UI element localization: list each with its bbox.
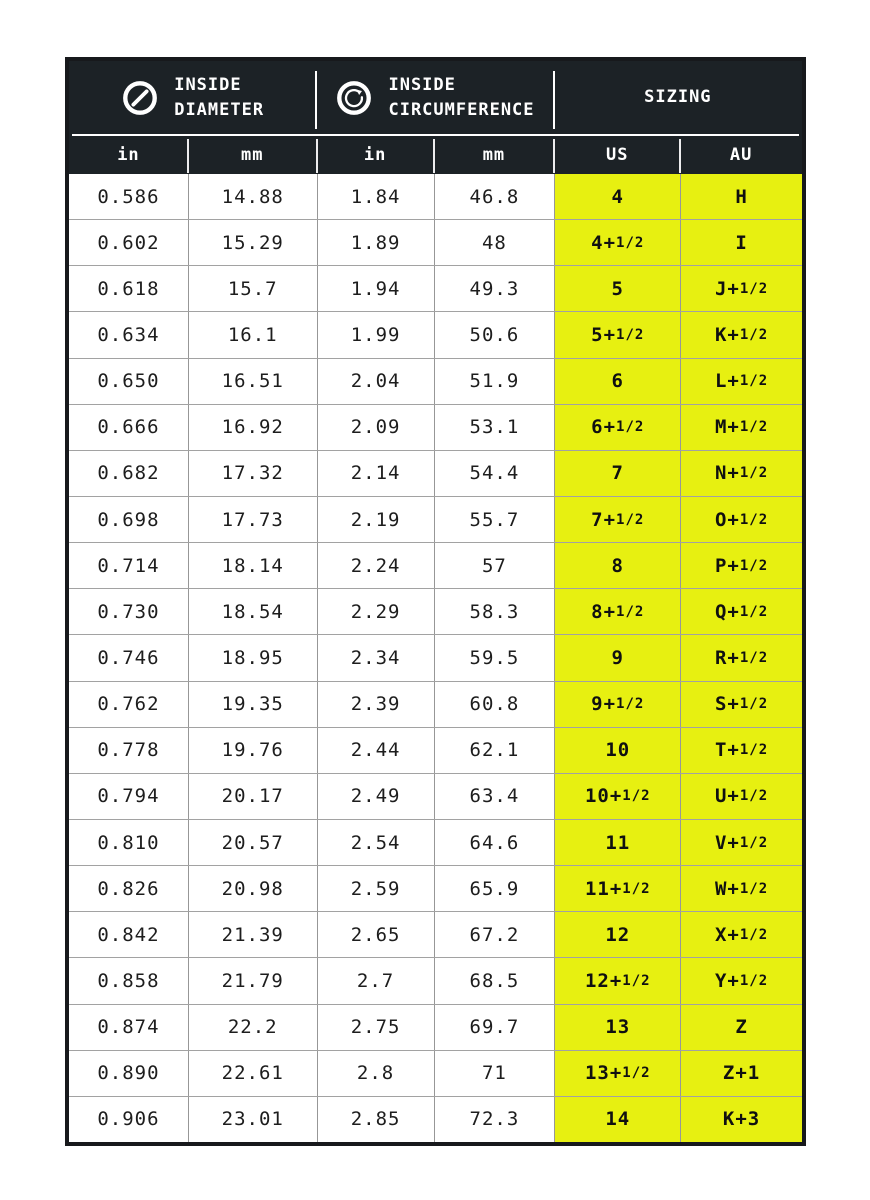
measurement-cell: 51.9 (434, 359, 555, 404)
size-cell (554, 405, 680, 450)
measurement-cell: 0.666 (97, 416, 160, 439)
measurement-cell: 1.84 (317, 174, 434, 219)
measurement-cell: 2.49 (317, 774, 434, 819)
measurement-cell: 0.618 (97, 277, 160, 300)
size-fraction: 1/2 (739, 373, 769, 390)
measurement-cell: 22.61 (188, 1051, 317, 1096)
size-cell (680, 866, 802, 911)
size-cell: 6 (554, 359, 680, 404)
measurement-cell: 0.682 (97, 462, 160, 485)
measurement-cell: 22.2 (188, 1005, 317, 1050)
size-cell (680, 359, 802, 404)
size-fraction: 1/2 (739, 511, 769, 528)
size-cell (680, 912, 802, 957)
measurement-cell: 0.858 (97, 969, 160, 992)
measurement-cell: 18.54 (188, 589, 317, 634)
size-main: T+ (714, 739, 740, 762)
measurement-cell: 0.874 (97, 1016, 160, 1039)
size-fraction: 1/2 (739, 603, 769, 620)
size-main: 11+ (584, 877, 623, 900)
table-row (69, 265, 802, 311)
circumference-icon (335, 79, 373, 117)
header-title-row (69, 61, 802, 134)
header-label-sizing (644, 85, 711, 110)
measurement-cell: 57 (434, 543, 555, 588)
diameter-icon (121, 79, 159, 117)
header-line: INSIDE (174, 74, 242, 95)
measurement-cell: 2.04 (317, 359, 434, 404)
measurement-cell: 0.826 (97, 877, 160, 900)
size-main: J+ (714, 277, 740, 300)
size-cell (554, 589, 680, 634)
column-header-in-0: in (117, 145, 140, 165)
measurement-cell: 46.8 (434, 174, 555, 219)
size-main: O+ (714, 508, 740, 531)
table-row (69, 496, 802, 542)
measurement-cell: 0.906 (97, 1108, 160, 1131)
size-cell (680, 405, 802, 450)
column-header-mm-1: mm (188, 136, 317, 174)
size-main: 9+ (591, 693, 617, 716)
measurement-cell: 2.19 (317, 497, 434, 542)
measurement-cell: 20.57 (188, 820, 317, 865)
size-cell: Z (680, 1005, 802, 1050)
size-cell: 14 (554, 1097, 680, 1142)
measurement-cell: 2.24 (317, 543, 434, 588)
measurement-cell: 20.17 (188, 774, 317, 819)
header-line: SIZING (644, 87, 712, 108)
size-main: L+ (714, 370, 740, 393)
header-label-inside-diameter (174, 73, 264, 122)
size-cell (680, 589, 802, 634)
size-main: U+ (714, 785, 740, 808)
size-fraction: 1/2 (616, 326, 645, 343)
size-fraction: 1/2 (739, 972, 769, 989)
table-row (69, 727, 802, 773)
size-main: 13+ (584, 1062, 623, 1085)
column-units-row (69, 136, 802, 174)
measurement-cell: 15.7 (188, 266, 317, 311)
size-cell (680, 451, 802, 496)
size-fraction: 1/2 (616, 511, 645, 528)
size-cell: 9 (554, 635, 680, 680)
header-line: INSIDE (388, 74, 456, 95)
size-cell (680, 820, 802, 865)
measurement-cell: 19.35 (188, 682, 317, 727)
table-row (69, 219, 802, 265)
table-row (69, 1050, 802, 1096)
size-fraction: 1/2 (622, 972, 651, 989)
size-cell: 8 (554, 543, 680, 588)
size-fraction: 1/2 (739, 649, 769, 666)
size-main: N+ (714, 462, 740, 485)
size-cell: Z+1 (680, 1051, 802, 1096)
measurement-cell: 16.51 (188, 359, 317, 404)
measurement-cell: 59.5 (434, 635, 555, 680)
measurement-cell: 55.7 (434, 497, 555, 542)
header-group-sizing (554, 61, 802, 134)
ring-size-conversion-table (65, 57, 806, 1146)
measurement-cell: 1.99 (317, 312, 434, 357)
size-main: M+ (714, 416, 740, 439)
header-label-inside-circumference (388, 73, 534, 122)
size-cell (554, 682, 680, 727)
size-cell: I (680, 220, 802, 265)
measurement-cell: 71 (434, 1051, 555, 1096)
measurement-cell: 72.3 (434, 1097, 555, 1142)
measurement-cell: 1.94 (317, 266, 434, 311)
size-cell: 11 (554, 820, 680, 865)
measurement-cell: 63.4 (434, 774, 555, 819)
measurement-cell: 68.5 (434, 958, 555, 1003)
size-main: R+ (714, 646, 740, 669)
table-row (69, 957, 802, 1003)
measurement-cell: 49.3 (434, 266, 555, 311)
size-fraction: 1/2 (616, 603, 645, 620)
size-cell: 7 (554, 451, 680, 496)
measurement-cell: 17.32 (188, 451, 317, 496)
size-cell: 10 (554, 728, 680, 773)
size-cell: 13 (554, 1005, 680, 1050)
header-group-inside-diameter (69, 61, 316, 134)
measurement-cell: 0.586 (97, 185, 160, 208)
measurement-cell: 2.39 (317, 682, 434, 727)
measurement-cell: 2.85 (317, 1097, 434, 1142)
size-cell (554, 1051, 680, 1096)
size-main: Q+ (714, 600, 740, 623)
measurement-cell: 0.698 (97, 508, 160, 531)
measurement-cell: 2.65 (317, 912, 434, 957)
measurement-cell: 0.778 (97, 739, 160, 762)
size-cell (680, 543, 802, 588)
size-fraction: 1/2 (739, 326, 769, 343)
measurement-cell: 2.75 (317, 1005, 434, 1050)
size-main: 8+ (591, 600, 617, 623)
measurement-cell: 20.98 (188, 866, 317, 911)
measurement-cell: 2.8 (317, 1051, 434, 1096)
measurement-cell: 65.9 (434, 866, 555, 911)
measurement-cell: 0.810 (97, 831, 160, 854)
column-header-US-4: US (554, 136, 680, 174)
column-header-AU-5: AU (680, 136, 802, 174)
size-cell (680, 266, 802, 311)
size-cell (680, 635, 802, 680)
size-cell (554, 958, 680, 1003)
measurement-cell: 50.6 (434, 312, 555, 357)
measurement-cell: 18.14 (188, 543, 317, 588)
size-main: 7+ (591, 508, 617, 531)
size-fraction: 1/2 (739, 557, 769, 574)
size-main: 5+ (591, 323, 617, 346)
size-main: K+ (714, 323, 740, 346)
table-body (69, 174, 802, 1142)
size-cell (554, 220, 680, 265)
size-fraction: 1/2 (739, 465, 769, 482)
table-row (69, 634, 802, 680)
measurement-cell: 69.7 (434, 1005, 555, 1050)
table-row (69, 404, 802, 450)
size-main: S+ (714, 693, 740, 716)
size-fraction: 1/2 (739, 419, 769, 436)
measurement-cell: 0.730 (97, 600, 160, 623)
measurement-cell: 48 (434, 220, 555, 265)
size-cell (680, 497, 802, 542)
measurement-cell: 23.01 (188, 1097, 317, 1142)
measurement-cell: 0.842 (97, 923, 160, 946)
size-cell (680, 728, 802, 773)
size-cell (680, 774, 802, 819)
size-cell: 5 (554, 266, 680, 311)
size-main: P+ (714, 554, 740, 577)
measurement-cell: 2.09 (317, 405, 434, 450)
measurement-cell: 17.73 (188, 497, 317, 542)
size-cell (554, 497, 680, 542)
size-cell (554, 866, 680, 911)
measurement-cell: 19.76 (188, 728, 317, 773)
measurement-cell: 16.92 (188, 405, 317, 450)
measurement-cell: 2.54 (317, 820, 434, 865)
measurement-cell: 0.714 (97, 554, 160, 577)
size-fraction: 1/2 (622, 1065, 651, 1082)
table-row (69, 773, 802, 819)
size-fraction: 1/2 (616, 419, 645, 436)
size-fraction: 1/2 (739, 926, 769, 943)
measurement-cell: 2.59 (317, 866, 434, 911)
measurement-cell: 2.44 (317, 728, 434, 773)
size-main: 6+ (591, 416, 617, 439)
size-cell: K+3 (680, 1097, 802, 1142)
size-main: Y+ (714, 969, 740, 992)
measurement-cell: 58.3 (434, 589, 555, 634)
size-cell (554, 312, 680, 357)
table-header (69, 61, 802, 174)
header-group-inside-circumference (316, 61, 553, 134)
size-main: 12+ (584, 969, 623, 992)
size-main: W+ (714, 877, 740, 900)
table-row (69, 865, 802, 911)
column-header-mm-3: mm (434, 136, 555, 174)
size-cell (680, 312, 802, 357)
size-main: 10+ (584, 785, 623, 808)
measurement-cell: 0.794 (97, 785, 160, 808)
header-line: CIRCUMFERENCE (388, 99, 535, 120)
size-fraction: 1/2 (622, 788, 651, 805)
measurement-cell: 62.1 (434, 728, 555, 773)
table-row (69, 450, 802, 496)
size-cell (554, 774, 680, 819)
column-header-in-2: in (317, 136, 434, 174)
size-fraction: 1/2 (616, 234, 645, 251)
size-cell (680, 682, 802, 727)
size-fraction: 1/2 (616, 696, 645, 713)
measurement-cell: 18.95 (188, 635, 317, 680)
size-cell (680, 958, 802, 1003)
table-row (69, 681, 802, 727)
measurement-cell: 1.89 (317, 220, 434, 265)
size-fraction: 1/2 (739, 696, 769, 713)
table-row (69, 1004, 802, 1050)
measurement-cell: 0.650 (97, 370, 160, 393)
table-row (69, 542, 802, 588)
table-row (69, 819, 802, 865)
measurement-cell: 0.602 (97, 231, 160, 254)
table-row (69, 358, 802, 404)
size-fraction: 1/2 (739, 742, 769, 759)
size-fraction: 1/2 (739, 280, 769, 297)
measurement-cell: 60.8 (434, 682, 555, 727)
size-cell: H (680, 174, 802, 219)
table-row (69, 911, 802, 957)
measurement-cell: 15.29 (188, 220, 317, 265)
size-main: V+ (714, 831, 740, 854)
table-row (69, 311, 802, 357)
size-fraction: 1/2 (739, 834, 769, 851)
measurement-cell: 16.1 (188, 312, 317, 357)
header-line: DIAMETER (174, 99, 265, 120)
table-row (69, 174, 802, 219)
measurement-cell: 54.4 (434, 451, 555, 496)
measurement-cell: 14.88 (188, 174, 317, 219)
measurement-cell: 2.34 (317, 635, 434, 680)
table-row (69, 588, 802, 634)
measurement-cell: 2.29 (317, 589, 434, 634)
table-row (69, 1096, 802, 1142)
size-fraction: 1/2 (739, 788, 769, 805)
measurement-cell: 21.39 (188, 912, 317, 957)
size-main: X+ (714, 923, 740, 946)
size-fraction: 1/2 (622, 880, 651, 897)
measurement-cell: 67.2 (434, 912, 555, 957)
measurement-cell: 0.746 (97, 646, 160, 669)
measurement-cell: 21.79 (188, 958, 317, 1003)
measurement-cell: 2.14 (317, 451, 434, 496)
measurement-cell: 0.762 (97, 693, 160, 716)
measurement-cell: 0.890 (97, 1062, 160, 1085)
measurement-cell: 64.6 (434, 820, 555, 865)
size-cell: 4 (554, 174, 680, 219)
measurement-cell: 0.634 (97, 323, 160, 346)
size-fraction: 1/2 (739, 880, 769, 897)
size-cell: 12 (554, 912, 680, 957)
measurement-cell: 53.1 (434, 405, 555, 450)
size-main: 4+ (591, 231, 617, 254)
measurement-cell: 2.7 (317, 958, 434, 1003)
